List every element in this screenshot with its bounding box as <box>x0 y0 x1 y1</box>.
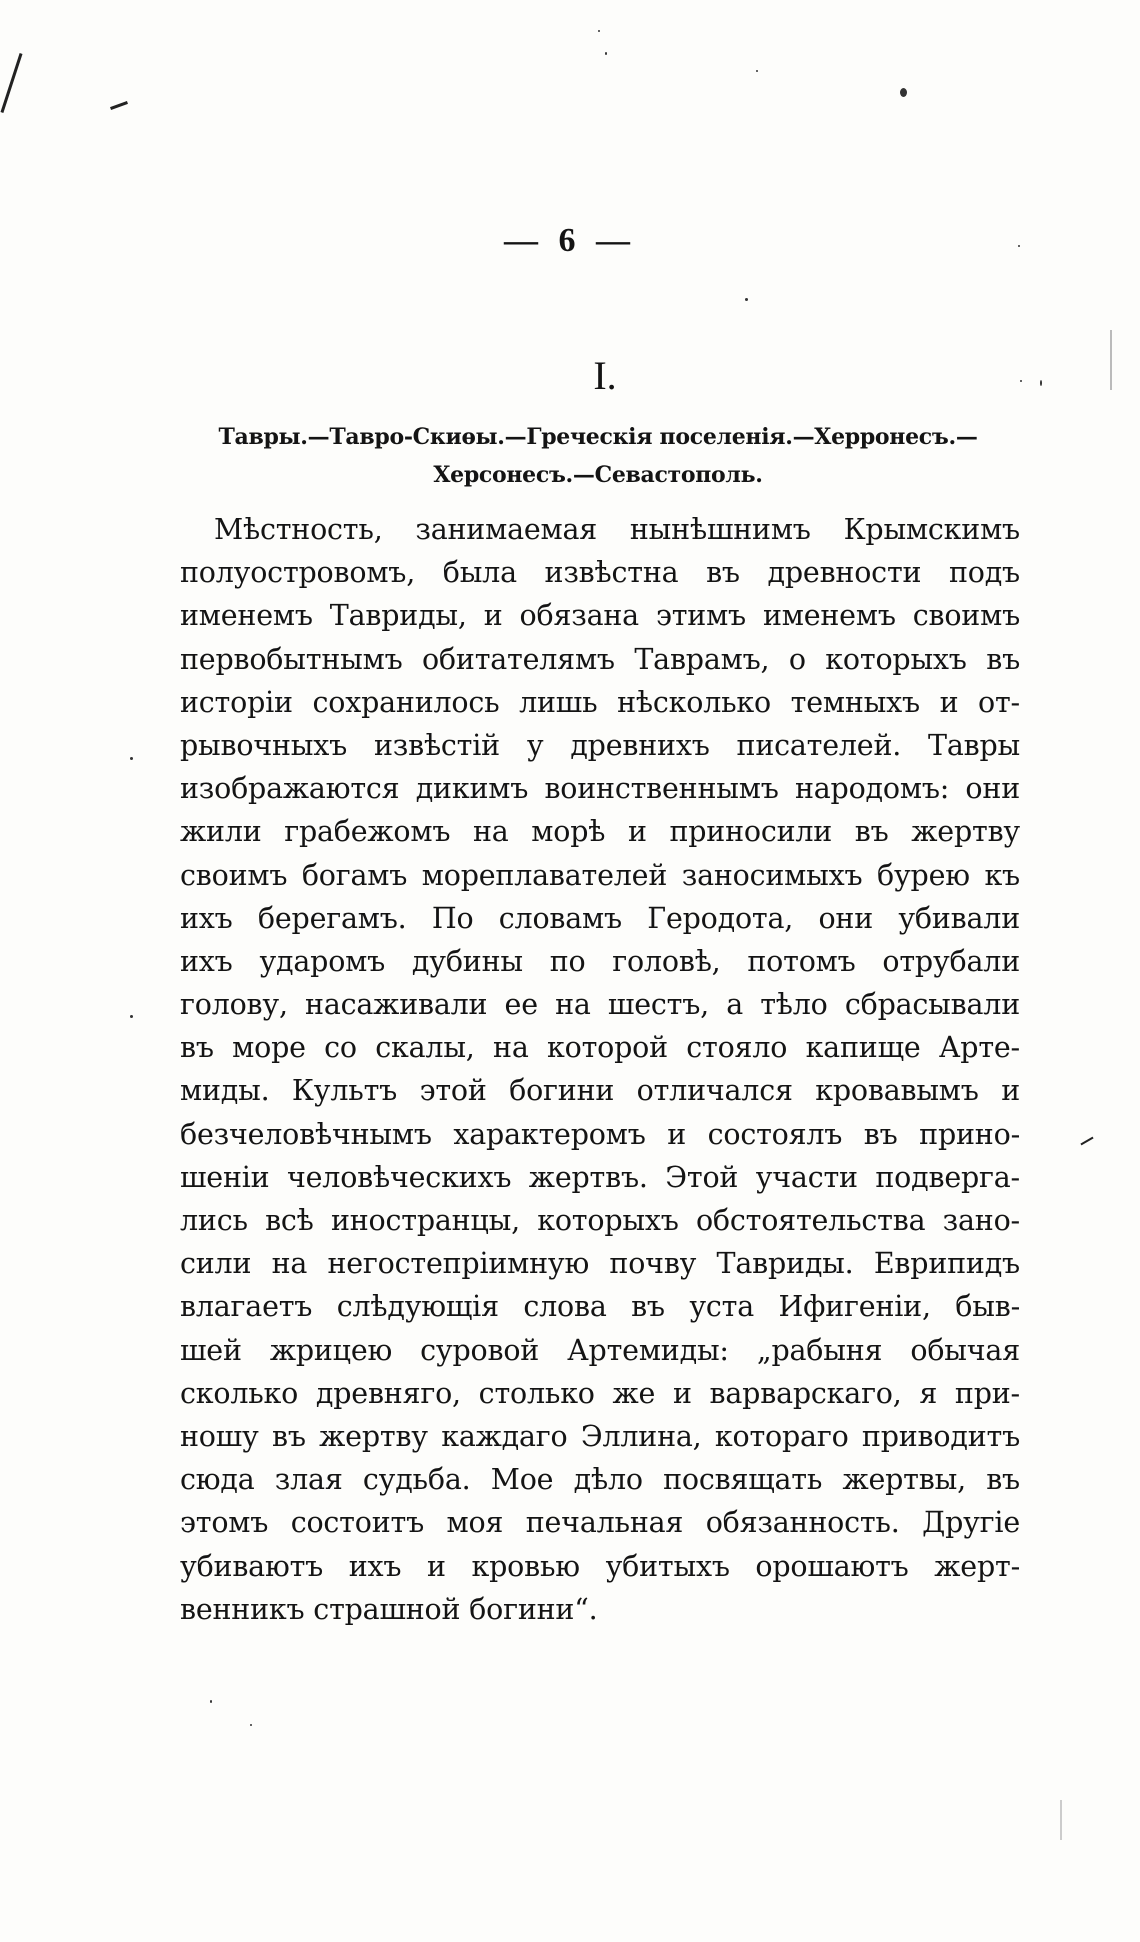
page-number: — 6 — <box>504 222 636 259</box>
scan-speck <box>745 298 748 301</box>
text-line: сюда злая судьба. Мое дѣло посвящать жертвы, въ <box>180 1463 1020 1497</box>
text-line: сколько древняго, столько же и варварскаго, я при- <box>180 1376 1020 1410</box>
scan-mark-top-left <box>110 101 128 110</box>
subtitle-line: Херсонесъ.—Севастополь. <box>433 462 763 488</box>
text-line: ихъ ударомъ дубины по головѣ, потомъ отрубали <box>180 944 1020 978</box>
scan-speck <box>130 757 133 760</box>
text-line: первобытнымъ обитателямъ Таврамъ, о которыхъ въ <box>180 642 1020 676</box>
text-line: сили на негостепріимную почву Тавриды. Еврипидъ <box>180 1247 1020 1281</box>
text-line: влагаетъ слѣдующія слова въ уста Ифигеніи, быв- <box>180 1290 1020 1324</box>
scan-speck <box>1060 1800 1062 1840</box>
text-line: голову, насаживали ее на шестъ, а тѣло сбрасывали <box>180 988 1020 1022</box>
scan-speck <box>756 70 758 72</box>
text-line: изображаются дикимъ воинственнымъ народомъ: они <box>180 772 1020 806</box>
text-line: миды. Культъ этой богини отличался кровавымъ и <box>180 1074 1020 1108</box>
text-line: безчеловѣчнымъ характеромъ и состоялъ въ прино- <box>180 1117 1020 1151</box>
text-line: лись всѣ иностранцы, которыхъ обстоятельства зано- <box>180 1204 1020 1237</box>
text-line: рывочныхъ извѣстій у древнихъ писателей. Тавры <box>180 728 1020 762</box>
scan-speck <box>605 52 607 55</box>
chapter-subtitle <box>188 418 1008 494</box>
chapter-numeral: I. <box>593 353 617 398</box>
text-line: своимъ богамъ мореплавателей заносимыхъ бурею къ <box>180 858 1020 892</box>
text-line: исторіи сохранилось лишь нѣсколько темныхъ и от- <box>180 685 1020 719</box>
text-line: шей жрицею суровой Артемиды: „рабыня обычая <box>180 1333 1020 1367</box>
text-line: убиваютъ ихъ и кровью убитыхъ орошаютъ жерт- <box>180 1549 1020 1583</box>
scan-speck <box>130 1015 133 1018</box>
text-line: ихъ берегамъ. По словамъ Геродота, они убивали <box>180 901 1020 935</box>
text-line: шеніи человѣческихъ жертвъ. Этой участи подверга- <box>180 1160 1020 1194</box>
scan-speck <box>598 30 600 32</box>
scan-mark-left-edge <box>0 53 22 113</box>
subtitle-line: Тавры.—Тавро-Скиѳы.—Греческія поселенія.—Херронесъ.— <box>218 424 978 450</box>
text-line: жили грабежомъ на морѣ и приносили въ жертву <box>180 815 1020 849</box>
text-line: именемъ Тавриды, и обязана этимъ именемъ своимъ <box>180 599 1020 633</box>
scan-speck <box>210 1700 212 1703</box>
body-paragraph <box>180 508 1020 1631</box>
text-line: Мѣстность, занимаемая нынѣшнимъ Крымскимъ <box>214 513 1020 546</box>
text-line: полуостровомъ, была извѣстна въ древности подъ <box>180 556 1020 590</box>
text-line: ношу въ жертву каждаго Эллина, котораго приводитъ <box>180 1419 1020 1453</box>
scan-speck <box>900 88 907 97</box>
scan-mark-right-margin <box>1080 1137 1093 1146</box>
scan-speck <box>250 1724 252 1726</box>
text-line: этомъ состоитъ моя печальная обязанность. Другіе <box>180 1506 1020 1540</box>
text-line: въ море со скалы, на которой стояло капище Арте- <box>180 1031 1020 1065</box>
text-line: венникъ страшной богини“. <box>180 1592 598 1626</box>
